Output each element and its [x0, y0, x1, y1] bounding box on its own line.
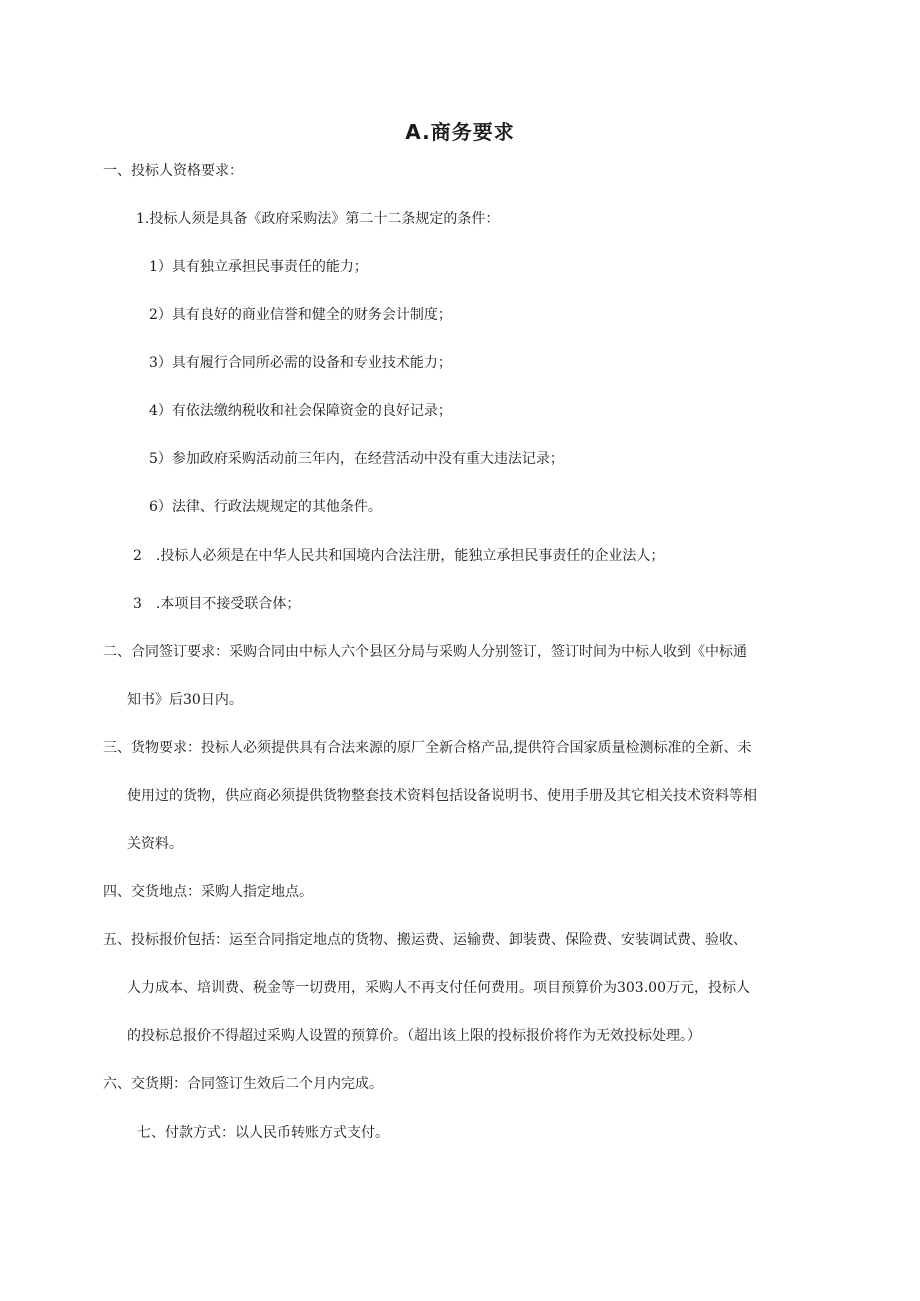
section-3-line-2: 使用过的货物，供应商必须提供货物整套技术资料包括设备说明书、使用手册及其它相关技术资料等相 [127, 788, 757, 804]
section-3-line-3: 关资料。 [127, 836, 183, 852]
item-3: 3 .本项目不接受联合体； [133, 596, 301, 612]
section-1-heading: 一、投标人资格要求： [103, 163, 243, 179]
condition-6: 6）法律、行政法规规定的其他条件。 [149, 499, 382, 515]
item-2: 2 .投标人必须是在中华人民共和国境内合法注册，能独立承担民事责任的企业法人； [133, 548, 665, 564]
section-5-line-3: 的投标总报价不得超过采购人设置的预算价。（超出该上限的投标报价将作为无效投标处理。） [127, 1028, 701, 1044]
section-6: 六、交货期：合同签订生效后二个月内完成。 [103, 1076, 383, 1092]
condition-4: 4）有依法缴纳税收和社会保障资金的良好记录； [149, 403, 452, 419]
document-title: A.商务要求 [405, 120, 515, 144]
condition-2: 2）具有良好的商业信誉和健全的财务会计制度； [149, 307, 452, 323]
section-2-line-2: 知书》后30日内。 [127, 692, 243, 708]
section-5-line-1: 五、投标报价包括：运至合同指定地点的货物、搬运费、运输费、卸装费、保险费、安装调试费、验收、 [103, 932, 747, 948]
section-5-line-2: 人力成本、培训费、税金等一切费用，采购人不再支付任何费用。项目预算价为303.00万元，投标人 [127, 980, 750, 996]
section-7: 七、付款方式：以人民币转账方式支付。 [137, 1125, 389, 1141]
condition-5: 5）参加政府采购活动前三年内，在经营活动中没有重大违法记录； [149, 451, 564, 467]
section-4: 四、交货地点：采购人指定地点。 [103, 884, 313, 900]
section-2-line-1: 二、合同签订要求：采购合同由中标人六个县区分局与采购人分别签订，签订时间为中标人收到《中标通 [103, 644, 747, 660]
item-1-heading: 1.投标人须是具备《政府采购法》第二十二条规定的条件： [136, 211, 500, 227]
condition-1: 1）具有独立承担民事责任的能力； [149, 259, 368, 275]
section-3-line-1: 三、货物要求：投标人必须提供具有合法来源的原厂全新合格产品,提供符合国家质量检测标准的全新、未 [103, 740, 752, 756]
condition-3: 3）具有履行合同所必需的设备和专业技术能力； [149, 355, 452, 371]
